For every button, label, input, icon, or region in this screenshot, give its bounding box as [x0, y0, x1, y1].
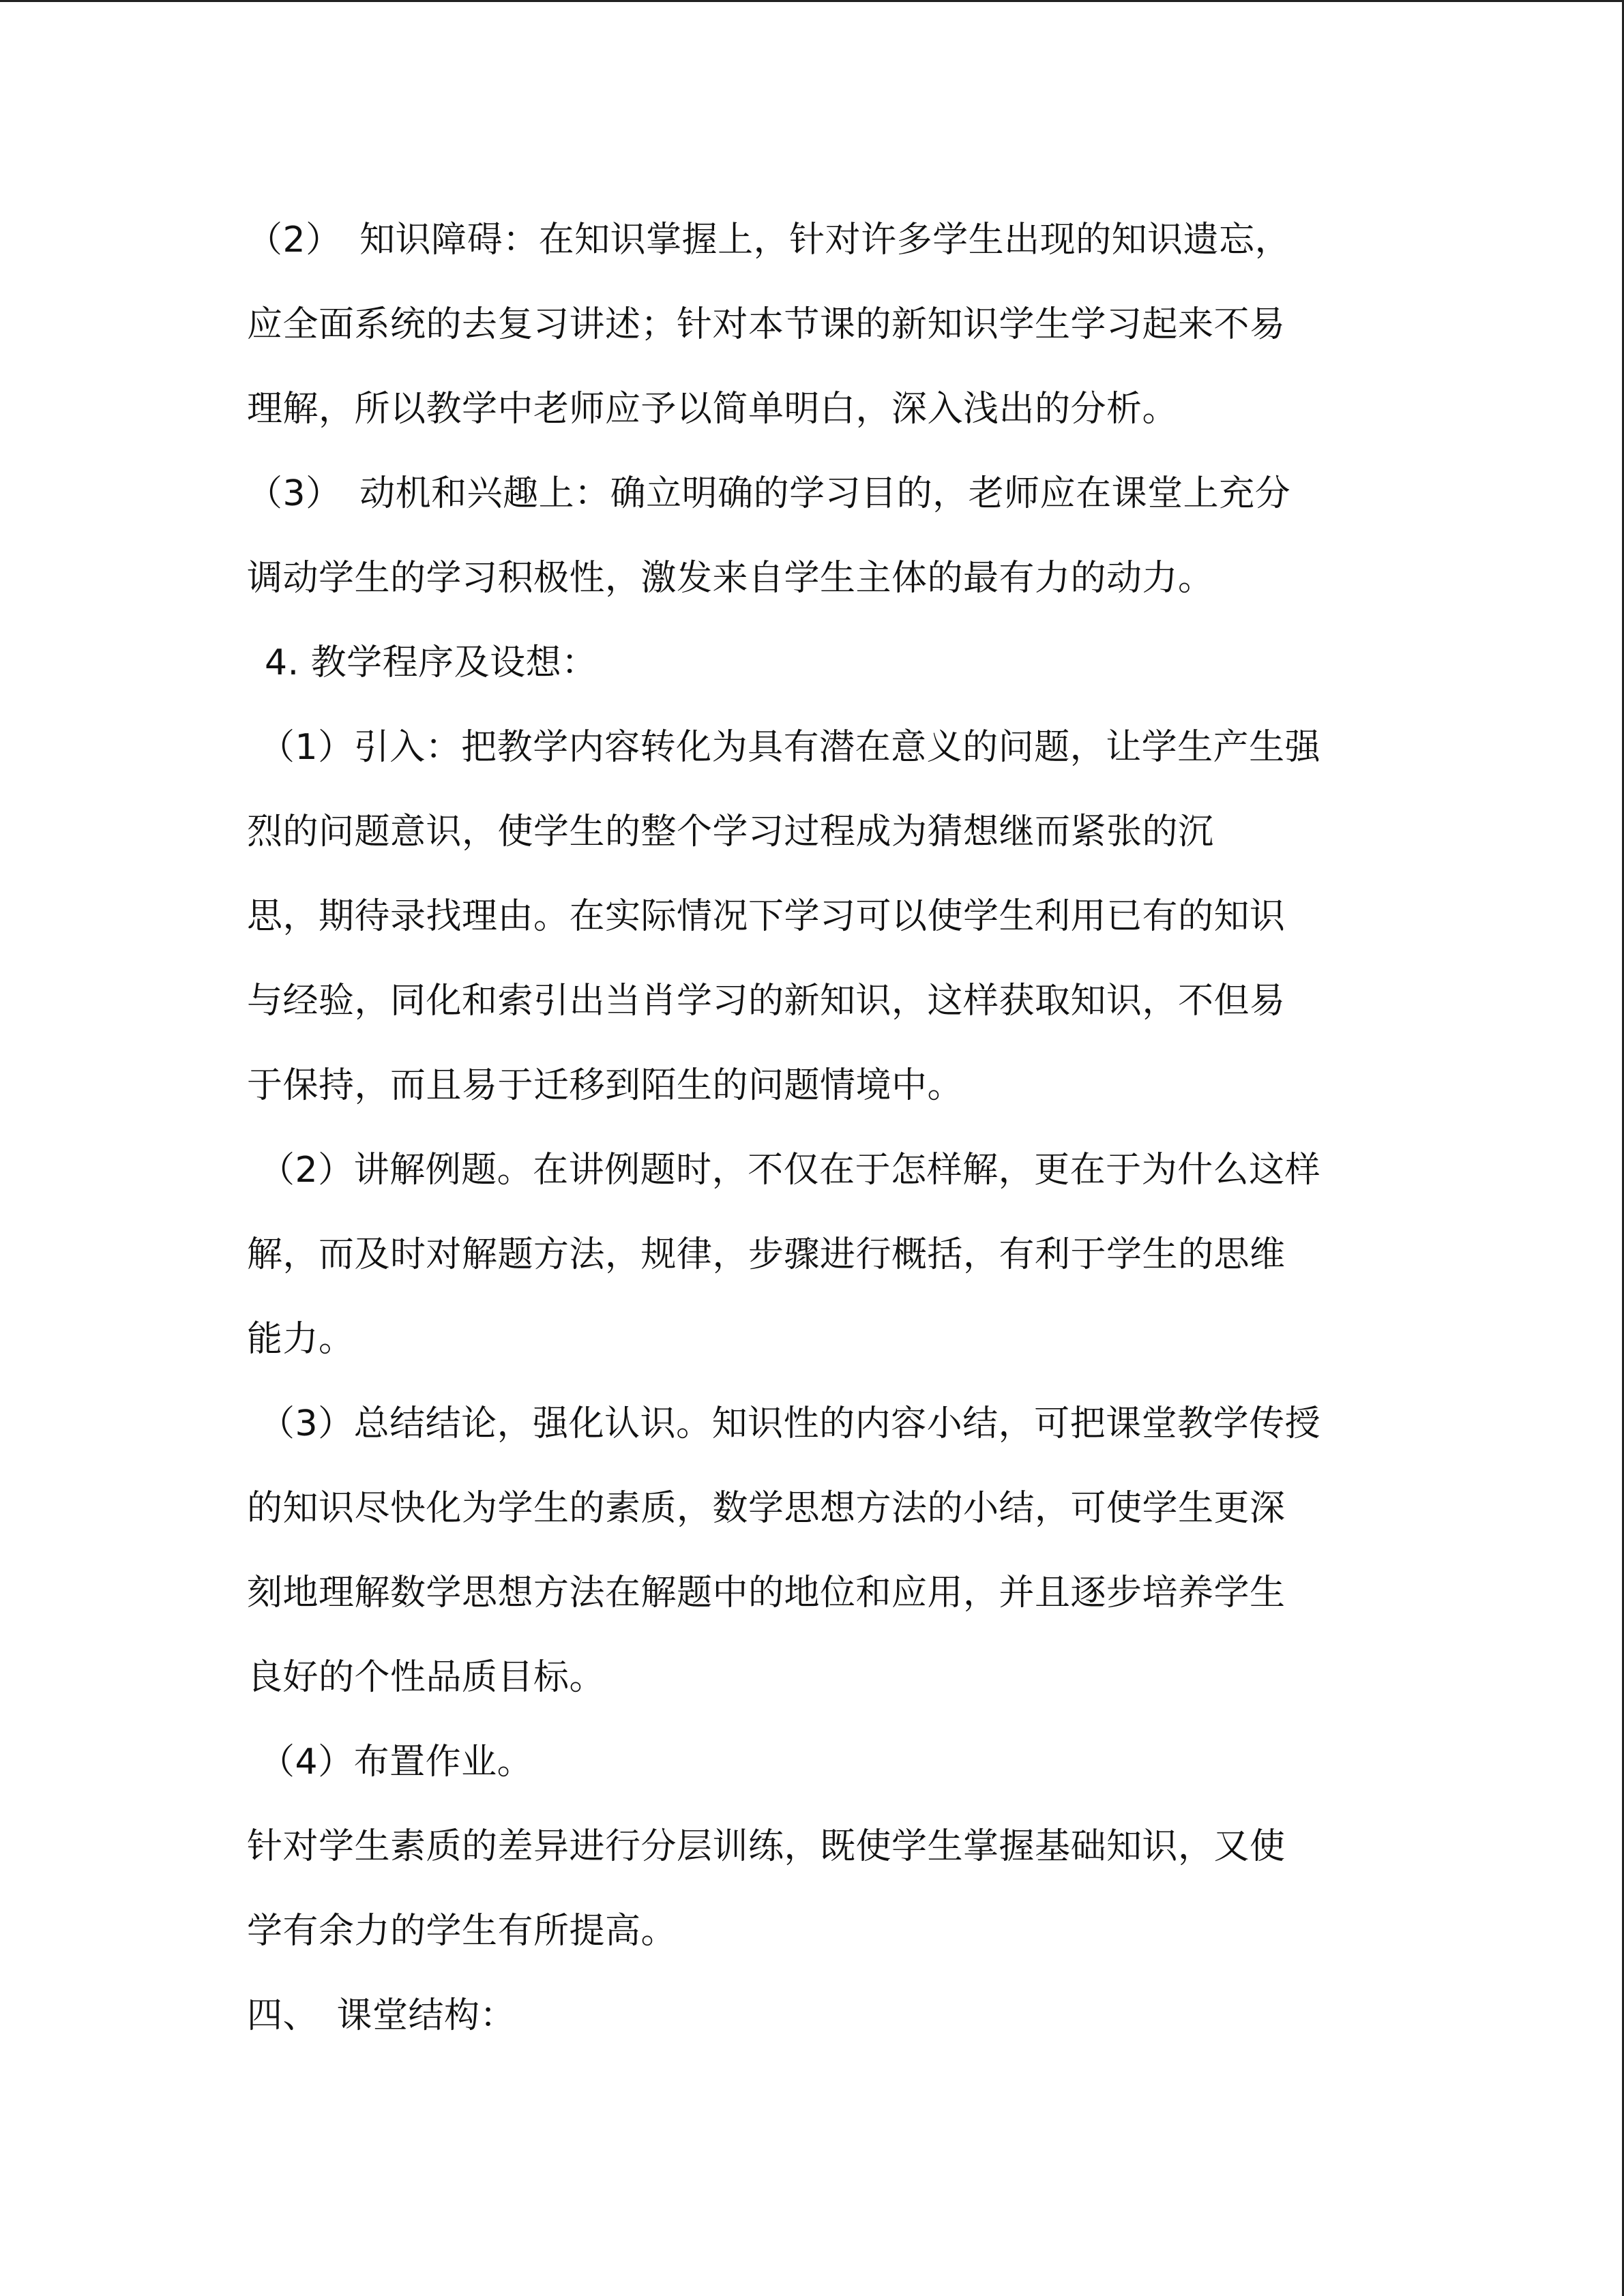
text-line: 于保持，而且易于迁移到陌生的问题情境中。 [247, 1065, 964, 1106]
text-line: 烈的问题意识，使学生的整个学习过程成为猜想继而紧张的沉 [247, 811, 1214, 852]
text-line: （2） 知识障碍：在知识掌握上，针对许多学生出现的知识遗忘， [247, 220, 1291, 260]
text-line: 良好的个性品质目标。 [247, 1657, 606, 1698]
text-line: 调动学生的学习积极性，激发来自学生主体的最有力的动力。 [247, 558, 1214, 599]
text-line: 与经验，同化和索引出当肖学习的新知识，这样获取知识，不但易 [247, 981, 1286, 1022]
text-line: 思，期待录找理由。在实际情况下学习可以使学生利用已有的知识 [247, 896, 1286, 937]
text-line: 的知识尽快化为学生的素质，数学思想方法的小结，可使学生更深 [247, 1488, 1286, 1529]
text-line: 针对学生素质的差异进行分层训练，既使学生掌握基础知识，又使 [247, 1826, 1286, 1867]
section-heading: 4. 教学程序及设想： [265, 642, 597, 683]
text-line: 刻地理解数学思想方法在解题中的地位和应用，并且逐步培养学生 [247, 1572, 1286, 1613]
text-line: （2）讲解例题。在讲例题时，不仅在于怎样解，更在于为什么这样 [259, 1150, 1321, 1191]
text-line: （3）总结结论，强化认识。知识性的内容小结，可把课堂教学传授 [259, 1403, 1321, 1444]
text-line: （1）引入：把教学内容转化为具有潜在意义的问题，让学生产生强 [259, 727, 1321, 768]
text-line: 解，而及时对解题方法，规律，步骤进行概括，有利于学生的思维 [247, 1234, 1286, 1275]
text-line: 学有余力的学生有所提高。 [247, 1911, 677, 1952]
section-heading: 四、 课堂结构： [247, 1995, 516, 2036]
text-line: （4）布置作业。 [259, 1742, 533, 1783]
text-line: 应全面系统的去复习讲述；针对本节课的新知识学生学习起来不易 [247, 304, 1286, 345]
document-body [247, 198, 1393, 2058]
text-line: （3） 动机和兴趣上：确立明确的学习目的，老师应在课堂上充分 [247, 473, 1291, 514]
text-line: 理解，所以教学中老师应予以简单明白，深入浅出的分析。 [247, 389, 1179, 430]
text-line: 能力。 [247, 1319, 355, 1360]
